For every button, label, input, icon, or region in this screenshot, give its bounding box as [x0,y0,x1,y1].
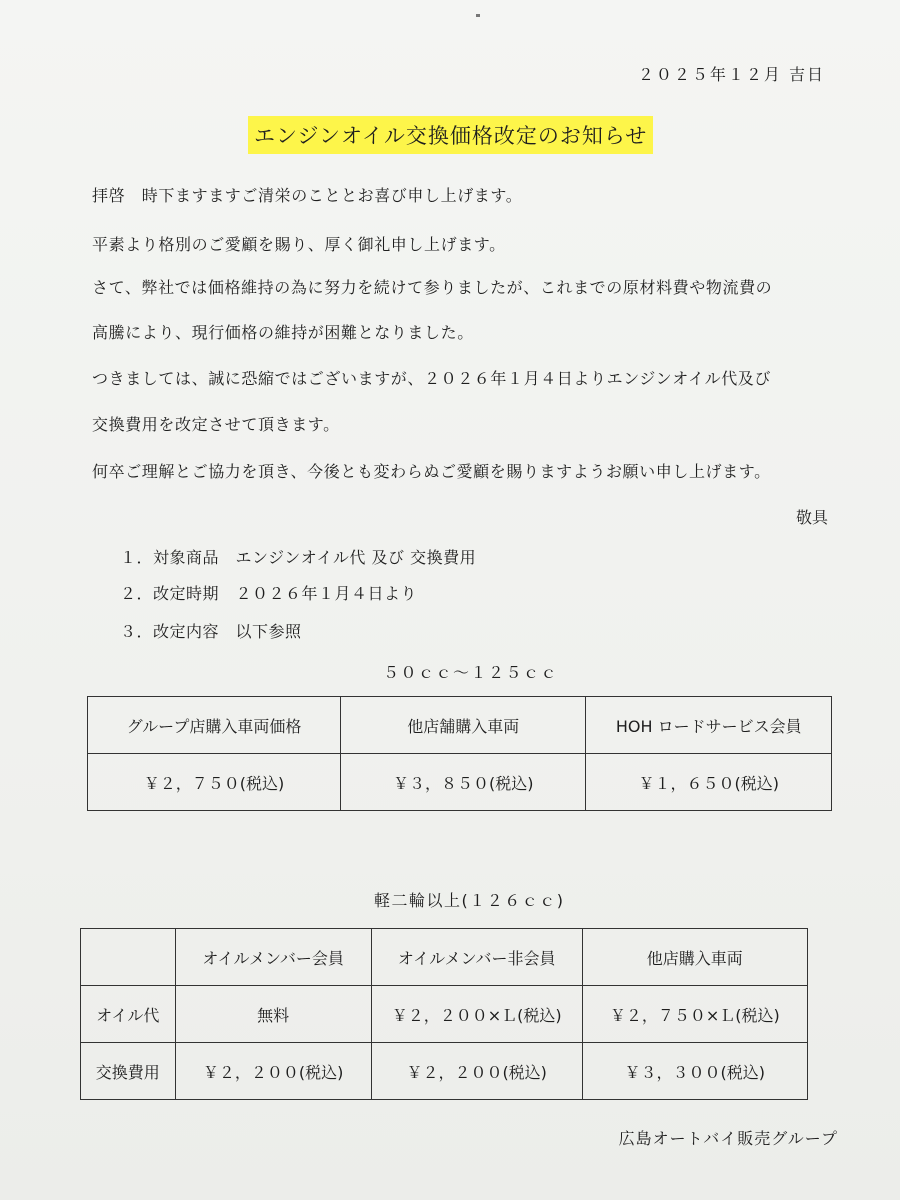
paragraph-6: 交換費用を改定させて頂きます。 [92,415,340,434]
table2-caption: 軽二輪以上(１２６ｃｃ) [374,891,565,910]
paragraph-5: つきましては、誠に恐縮ではございますが、２０２６年１月４日よりエンジンオイル代及び [92,369,772,388]
item-target: １．対象商品 エンジンオイル代 及び 交換費用 [120,548,477,567]
table-row [81,986,808,1043]
paragraph-4: 高騰により、現行価格の維持が困難となりました。 [92,323,474,342]
table-cell: ￥１，６５０(税込) [586,754,832,811]
table-header-cell: オイルメンバー会員 [175,929,371,986]
closing-word: 敬具 [795,508,828,527]
paragraph-1: 拝啓 時下ますますご清栄のこととお喜び申し上げます。 [92,186,523,205]
table-header-cell: 他店購入車両 [582,929,807,986]
item-period: ２．改定時期 ２０２６年１月４日より [120,584,418,603]
table1-caption: ５０ｃｃ〜１２５ｃｃ [383,663,559,682]
organization-name: 広島オートバイ販売グループ [618,1129,838,1148]
table-header-cell: オイルメンバー非会員 [371,929,582,986]
price-table-50-125cc [87,696,832,811]
paragraph-3: さて、弊社では価格維持の為に努力を続けて参りましたが、これまでの原材料費や物流費の [92,278,773,297]
item-content: ３．改定内容 以下参照 [120,622,302,641]
price-table-126cc [80,928,808,1100]
table-header-cell: グループ店購入車両価格 [88,697,341,754]
paper-speck [476,14,480,17]
table-cell: ￥２，７５０(税込) [88,754,341,811]
table-header-cell: HOH ロードサービス会員 [586,697,832,754]
table-cell: ￥３，３００(税込) [582,1043,807,1100]
table-row [88,754,832,811]
paragraph-7: 何卒ご理解とご協力を頂き、今後とも変わらぬご愛顧を賜りますようお願い申し上げます。 [92,462,771,481]
table-row [88,697,832,754]
table-cell: ￥２，２００(税込) [371,1043,582,1100]
table-cell: 無料 [175,986,371,1043]
issue-date: ２０２５年１２月 吉日 [637,65,825,84]
table-row [81,1043,808,1100]
paragraph-2: 平素より格別のご愛顧を賜り、厚く御礼申し上げます。 [92,235,506,254]
row-label: オイル代 [81,986,176,1043]
table-header-cell: 他店舗購入車両 [340,697,586,754]
table-cell: ￥３，８５０(税込) [340,754,586,811]
table-cell: ￥２，７５０×Ｌ(税込) [582,986,807,1043]
table-header-cell [81,929,176,986]
notice-title: エンジンオイル交換価格改定のお知らせ [248,116,653,154]
table-cell: ￥２，２００×Ｌ(税込) [371,986,582,1043]
table-cell: ￥２，２００(税込) [175,1043,371,1100]
table-row [81,929,808,986]
row-label: 交換費用 [81,1043,176,1100]
